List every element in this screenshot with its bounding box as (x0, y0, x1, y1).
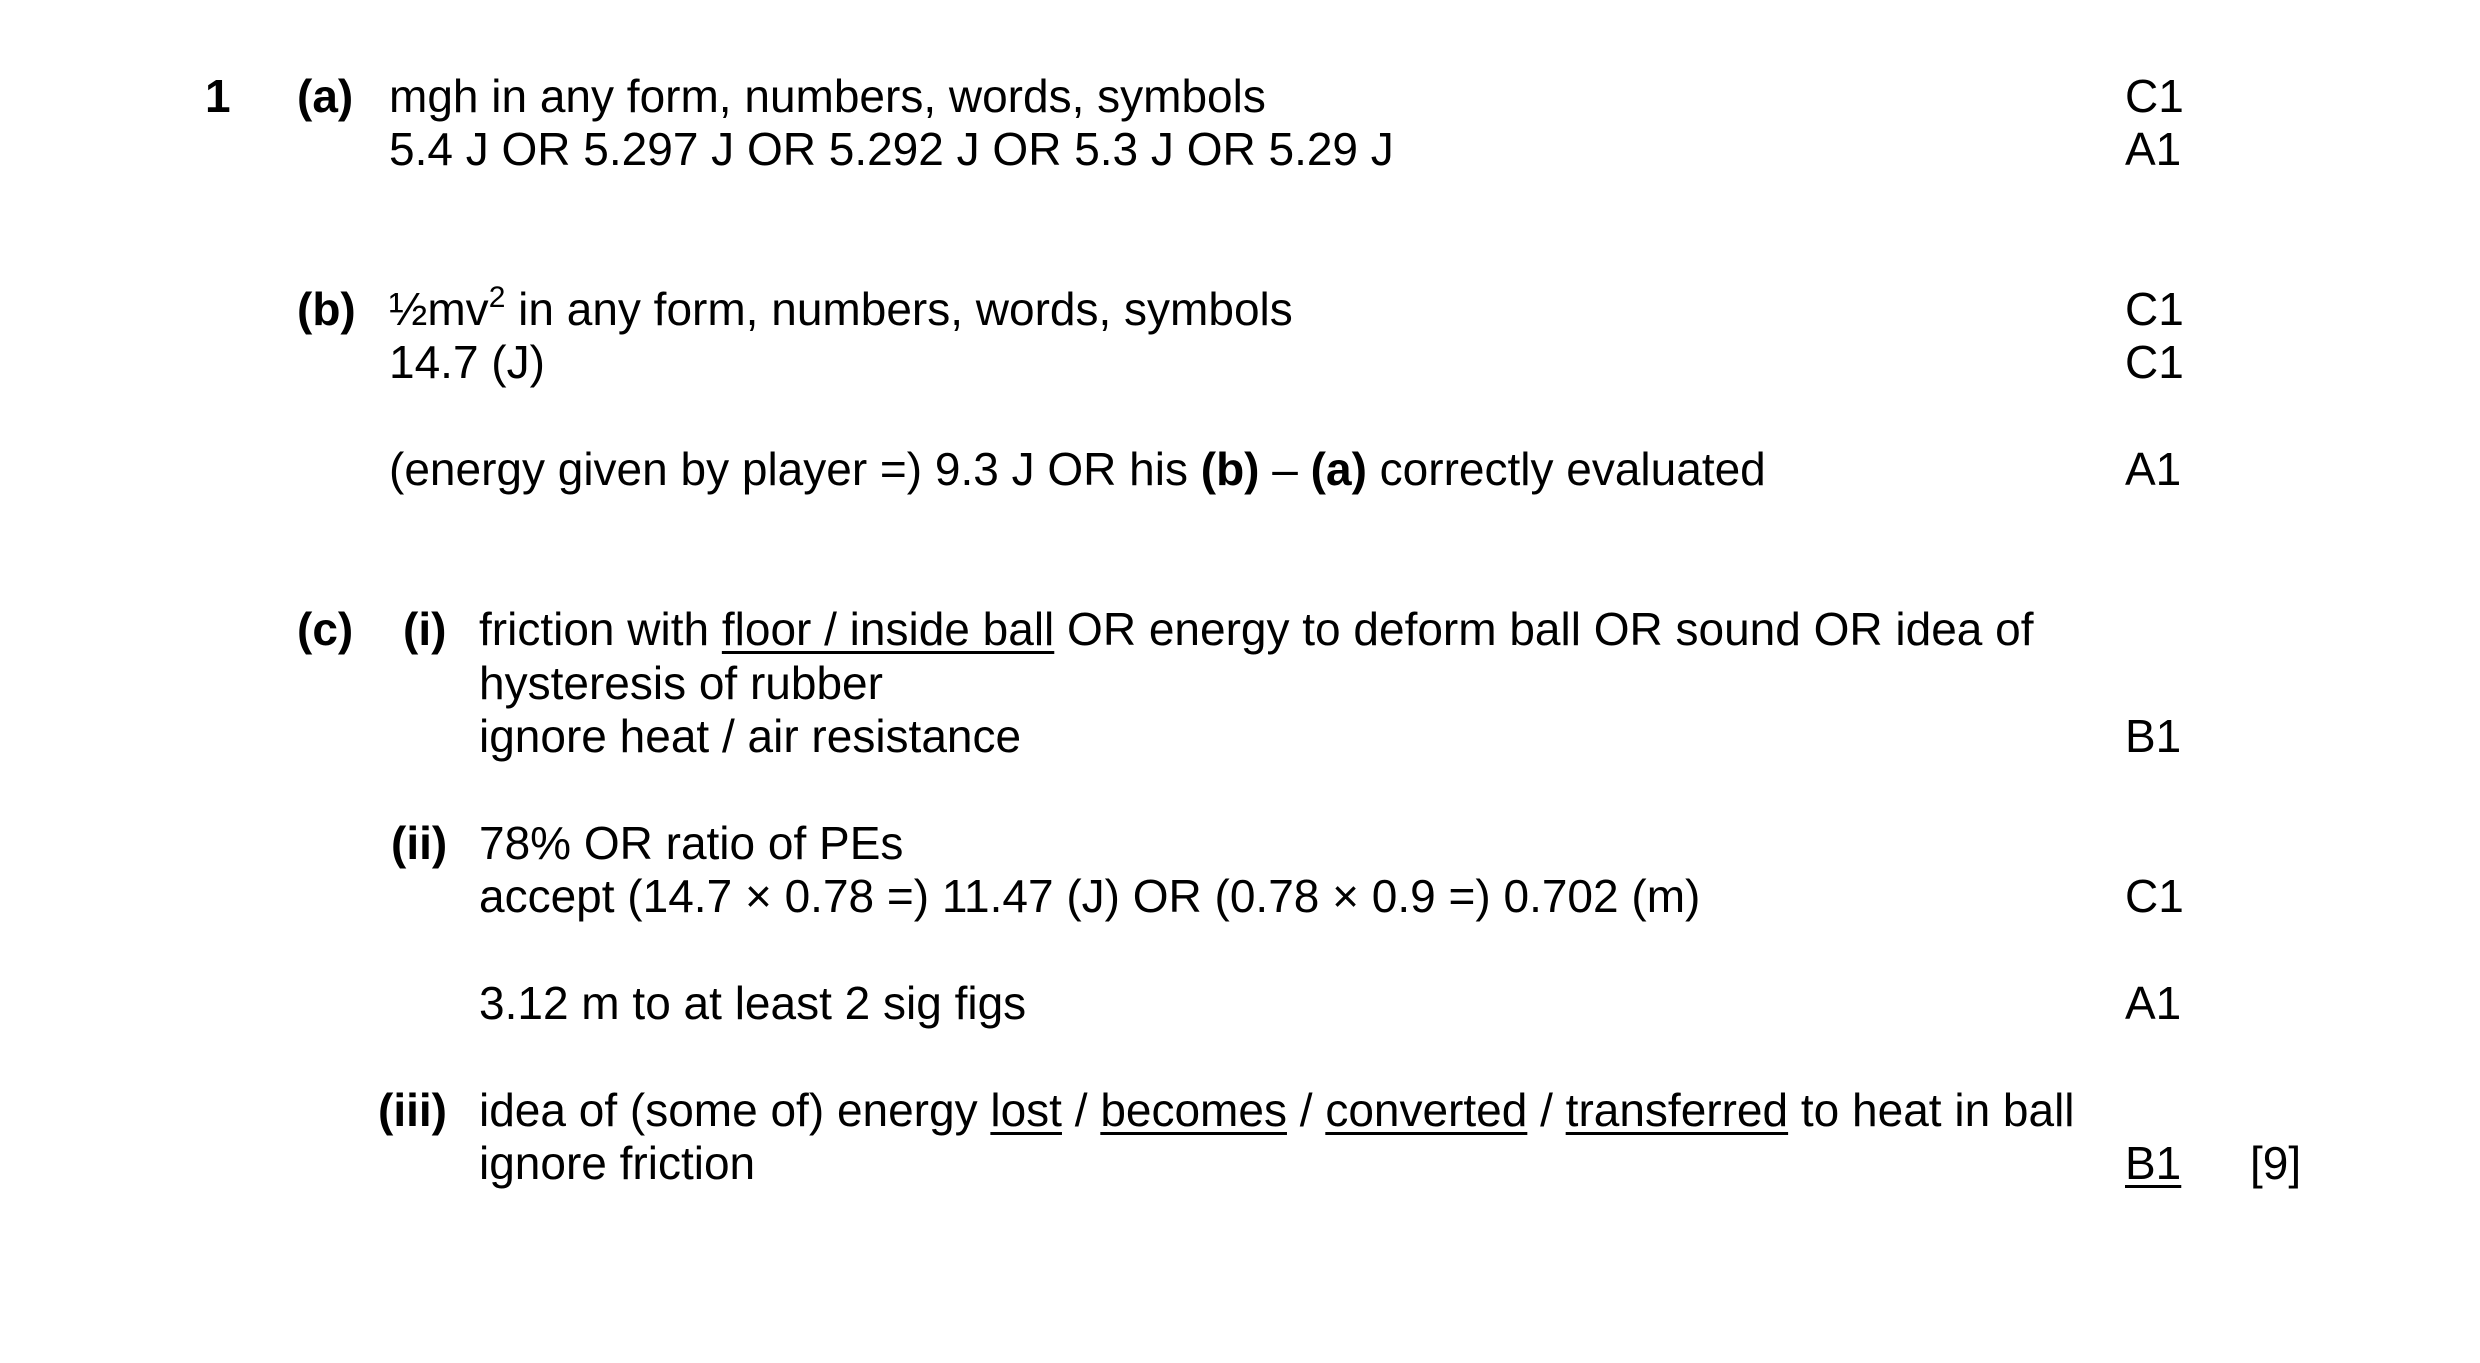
part-b-line-3-post: correctly evaluated (1366, 443, 1766, 495)
part-c-ii-mark-2: A1 (2125, 977, 2182, 1029)
part-b-mark-1: C1 (2125, 283, 2184, 335)
part-c-i-line-1-post: OR energy to deform ball OR sound OR idea of (1054, 603, 2034, 655)
part-b-label: (b) (297, 283, 356, 335)
part-b-line-1-post: in any form, numbers, words, symbols (505, 283, 1293, 335)
part-c-iii-sep-3: / (1527, 1084, 1566, 1136)
part-b-line-3-pre: (energy given by player =) 9.3 J OR his (389, 443, 1201, 495)
part-b-ref-a: (a) (1310, 443, 1367, 495)
part-c-iii-line-1-pre: idea of (some of) energy (479, 1084, 991, 1136)
part-a-line-2: 5.4 J OR 5.297 J OR 5.292 J OR 5.3 J OR 5.29 J (389, 123, 1394, 175)
part-c-iii-sep-1: / (1061, 1084, 1101, 1136)
part-c-i-line-3: ignore heat / air resistance (479, 710, 1022, 762)
part-a-mark-1: C1 (2125, 70, 2184, 122)
part-c-i-line-1-pre: friction with (479, 603, 722, 655)
part-a-line-1: mgh in any form, numbers, words, symbols (389, 70, 1266, 122)
part-c-i-label: (i) (403, 603, 447, 655)
part-b-line-1-pre: ½mv (389, 283, 489, 335)
part-c-i-line-1 (479, 603, 2034, 655)
part-b-dash: – (1259, 443, 1311, 495)
part-a-mark-2: A1 (2125, 123, 2182, 175)
part-c-ii-line-2: accept (14.7 × 0.78 =) 11.47 (J) OR (0.78 × 0.9 =) 0.702 (m) (479, 870, 1701, 922)
part-c-iii-line-1 (479, 1084, 2075, 1136)
part-c-i-line-2: hysteresis of rubber (479, 657, 883, 709)
part-c-iii-word-lost: lost (990, 1084, 1062, 1136)
part-c-iii-sep-2: / (1286, 1084, 1326, 1136)
part-c-i-mark: B1 (2125, 710, 2182, 762)
part-c-i-underlined: floor / inside ball (721, 603, 1055, 655)
question-total-marks: [9] (2250, 1137, 2302, 1189)
part-a-label: (a) (297, 70, 354, 122)
question-number: 1 (205, 70, 231, 122)
part-c-iii-label: (iii) (378, 1084, 447, 1136)
part-c-ii-line-3: 3.12 m to at least 2 sig figs (479, 977, 1027, 1029)
part-c-iii-word-transferred: transferred (1565, 1084, 1789, 1136)
part-b-superscript: 2 (488, 281, 506, 314)
part-b-mark-2: C1 (2125, 336, 2184, 388)
part-c-iii-line-1-post: to heat in ball (1788, 1084, 2075, 1136)
part-b-line-2: 14.7 (J) (389, 336, 545, 388)
part-c-label: (c) (297, 603, 354, 655)
part-b-ref-b: (b) (1200, 443, 1260, 495)
part-c-iii-line-2: ignore friction (479, 1137, 756, 1189)
part-c-ii-line-1: 78% OR ratio of PEs (479, 817, 904, 869)
part-b-mark-3: A1 (2125, 443, 2182, 495)
part-c-iii-mark: B1 (2125, 1137, 2182, 1189)
part-b-line-3 (389, 443, 1766, 495)
part-c-ii-mark-1: C1 (2125, 870, 2184, 922)
part-b-line-1 (389, 281, 1293, 335)
part-c-ii-label: (ii) (391, 817, 448, 869)
part-c-iii-word-becomes: becomes (1100, 1084, 1287, 1136)
part-c-iii-word-converted: converted (1325, 1084, 1528, 1136)
